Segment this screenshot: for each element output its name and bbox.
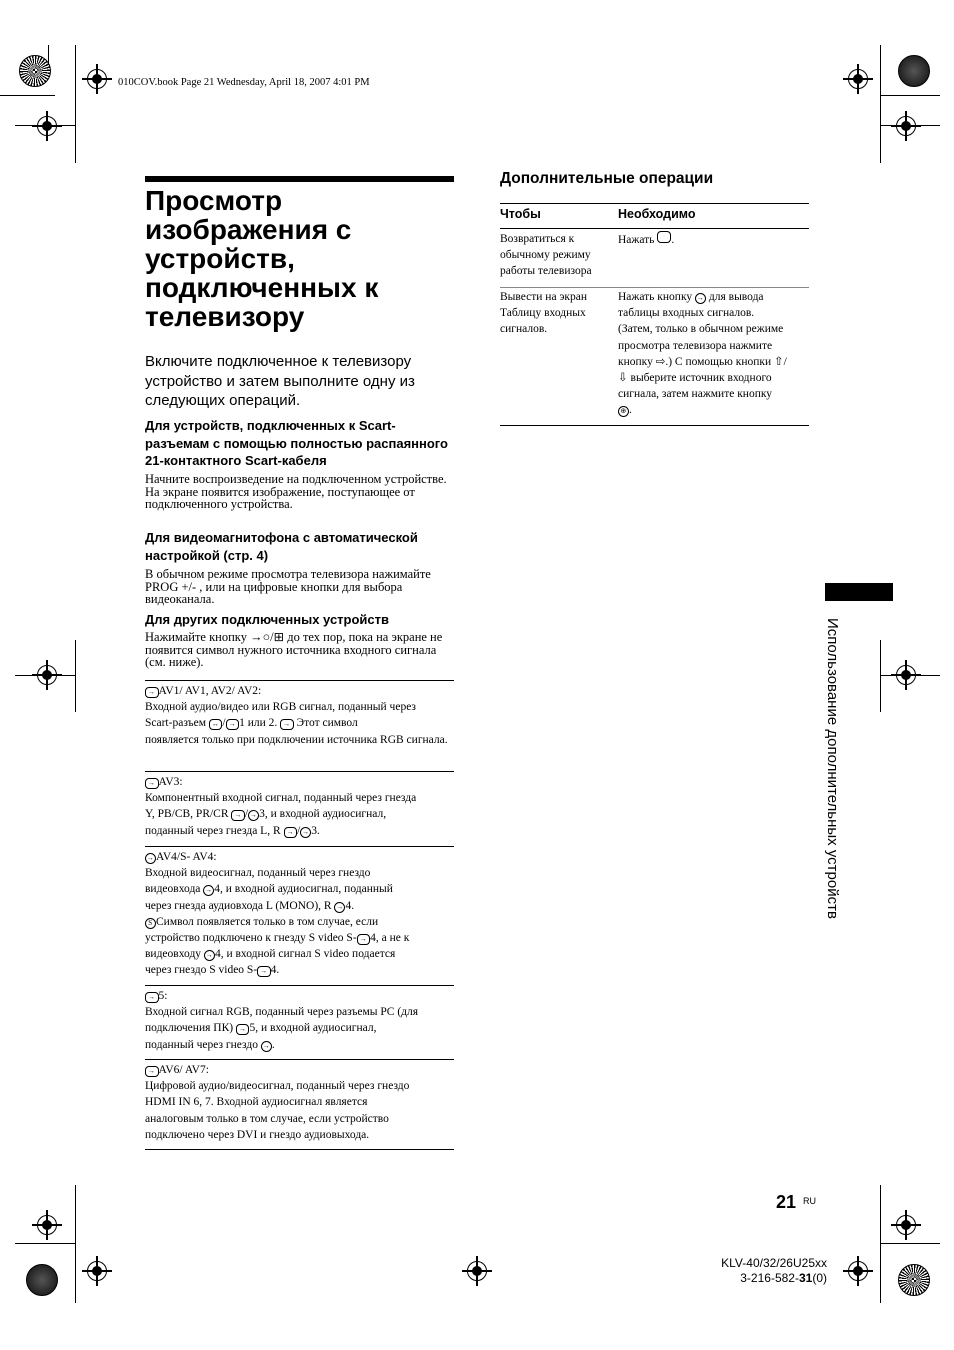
registration-mark [891, 111, 921, 141]
table-rule [500, 287, 809, 288]
registration-mark [891, 1210, 921, 1240]
divider [145, 1149, 454, 1150]
divider [145, 846, 454, 847]
s-video-icon: S [145, 918, 156, 929]
component-icon: → [284, 827, 298, 838]
down-arrow-icon: ⇩ [618, 372, 628, 385]
component-icon: → [145, 778, 159, 789]
right-arrow-icon: ⇨ [655, 355, 666, 368]
page-title: Просмотр изображения с устройств, подключенных к телевизору [145, 185, 379, 332]
registration-mark [32, 660, 62, 690]
table-row-1-action: Нажать . [618, 231, 810, 248]
table-row-2-goal: Вывести на экран Таблицу входных сигналов. [500, 291, 587, 336]
color-bar-mark [26, 1264, 58, 1296]
tv-button-icon [657, 231, 671, 243]
divider [145, 680, 454, 681]
ok-button-icon: ⊕ [618, 406, 629, 417]
rgb-icon: → [226, 719, 240, 730]
up-arrow-icon: ⇧ [774, 355, 784, 368]
divider [145, 1059, 454, 1060]
scart-icon: ↔ [209, 719, 223, 730]
registration-mark [32, 111, 62, 141]
registration-mark [891, 660, 921, 690]
page-number: 21 [776, 1192, 797, 1212]
registration-mark [82, 1256, 112, 1286]
intro-paragraph: Включите подключенное к телевизору устройство и затем выполните одну из следующих операций. [145, 353, 415, 409]
s-video-icon: → [257, 966, 271, 977]
registration-mark [843, 64, 873, 94]
table-rule [500, 228, 809, 229]
side-tab-marker [825, 583, 893, 601]
input-entry-hdmi: → AV6/ AV7: Цифровой аудио/видеосигнал, поданный через гнездо HDMI IN 6, 7. Входной аудиосигнал является аналоговым только в том случае, если устройство подключено через DVI и гнездо аудиовыхода. [145, 1064, 410, 1141]
audio-icon: → [249, 811, 258, 820]
video-icon: → [205, 951, 214, 960]
model-info: KLV-40/32/26U25xx 3-216-582-31(0) [721, 1256, 827, 1285]
print-header-note: 010COV.book Page 21 Wednesday, April 18, 2007 4:01 PM [118, 77, 370, 88]
side-tab-label: Использование дополнительных устройств [824, 618, 841, 919]
input-entry-pc: → 5: Входной сигнал RGB, поданный через разъемы PC (для подключения ПК) → 5, и входной аудиосигнал, поданный через гнездо → . [145, 990, 419, 1051]
audio-icon: → [262, 1041, 271, 1050]
audio-icon: → [336, 902, 344, 911]
s-video-icon: → [357, 934, 371, 945]
video-icon: → [146, 854, 155, 862]
registration-mark [32, 1210, 62, 1240]
section-heading-other: Для других подключенных устройств [145, 612, 390, 627]
component-icon: → [231, 810, 245, 821]
registration-mark [82, 64, 112, 94]
table-rule [500, 425, 809, 426]
table-row-1-goal: Возвратиться к обычному режиму работы телевизора [500, 233, 592, 278]
section-heading-scart: Для устройств, подключенных к Scart-разъемам с помощью полностью распаянного 21-контактного Scart-кабеля [145, 418, 448, 468]
input-button-icon: →○/⊞ [250, 630, 285, 644]
table-header-do: Необходимо [618, 207, 696, 221]
table-row-2-action: Нажать кнопку → для вывода таблицы входных сигналов. (Затем, только в обычном режиме просмотра телевизора нажмите кнопку ⇨.) С помощью кнопки ⇧/ ⇩ выберите источник входного сигнала, затем нажмите кнопку ⊕ . [618, 291, 787, 417]
title-rule [145, 176, 454, 182]
section-heading-vcr: Для видеомагнитофона с автоматической настройкой (стр. 4) [145, 530, 418, 563]
pc-input-icon: → [145, 992, 159, 1003]
input-icon: → [145, 687, 159, 698]
section-text-other: Нажимайте кнопку →○/⊞ до тех пор, пока на экране не появится символ нужного источника входного сигнала (см. ниже). [145, 630, 443, 669]
input-entry-av4: → AV4/S- AV4: Входной видеосигнал, поданный через гнездо видеовхода → 4, и входной аудиосигнал, поданный через гнезда аудиовхода L (MONO), R → 4. S Символ появляется только в том случае, если устройство подключено к гнезду S video S- → 4, а не к видеовходу → 4, и входной сигнал S video подается через гнездо S video S- → 4. [145, 851, 410, 977]
table-header-to: Чтобы [500, 207, 541, 221]
divider [145, 771, 454, 772]
input-entry-av3: → AV3: Компонентный входной сигнал, поданный через гнезда Y, PB/CB, PR/CR → / → 3, и входной аудиосигнал, поданный через гнезда L, R → / → 3. [145, 776, 417, 837]
input-button-icon: → [696, 294, 705, 302]
extra-operations-heading: Дополнительные операции [500, 170, 714, 187]
registration-mark [843, 1256, 873, 1286]
input-entry-av1: → AV1/ AV1, AV2/ AV2: Входной аудио/видео или RGB сигнал, поданный через Scart-разъем ↔ / → 1 или 2. → Этот символ появляется только при подключении источника RGB сигнала. [145, 685, 448, 746]
pc-input-icon: → [236, 1024, 250, 1035]
rgb-icon: → [280, 719, 294, 730]
section-text-scart: Начните воспроизведение на подключенном устройстве. На экране появится изображение, поступающее от подключенного устройства. [145, 472, 447, 511]
audio-icon: → [301, 827, 310, 836]
color-bar-mark [19, 55, 51, 87]
color-bar-mark [898, 1264, 930, 1296]
table-rule [500, 203, 809, 204]
video-icon: → [205, 886, 213, 895]
registration-mark [462, 1256, 492, 1286]
hdmi-icon: → [145, 1066, 159, 1077]
divider [145, 985, 454, 986]
color-bar-mark [898, 55, 930, 87]
section-text-vcr: В обычном режиме просмотра телевизора нажимайте PROG +/- , или на цифровые кнопки для выбора видеоканала. [145, 567, 431, 606]
page-language: RU [803, 1196, 816, 1206]
